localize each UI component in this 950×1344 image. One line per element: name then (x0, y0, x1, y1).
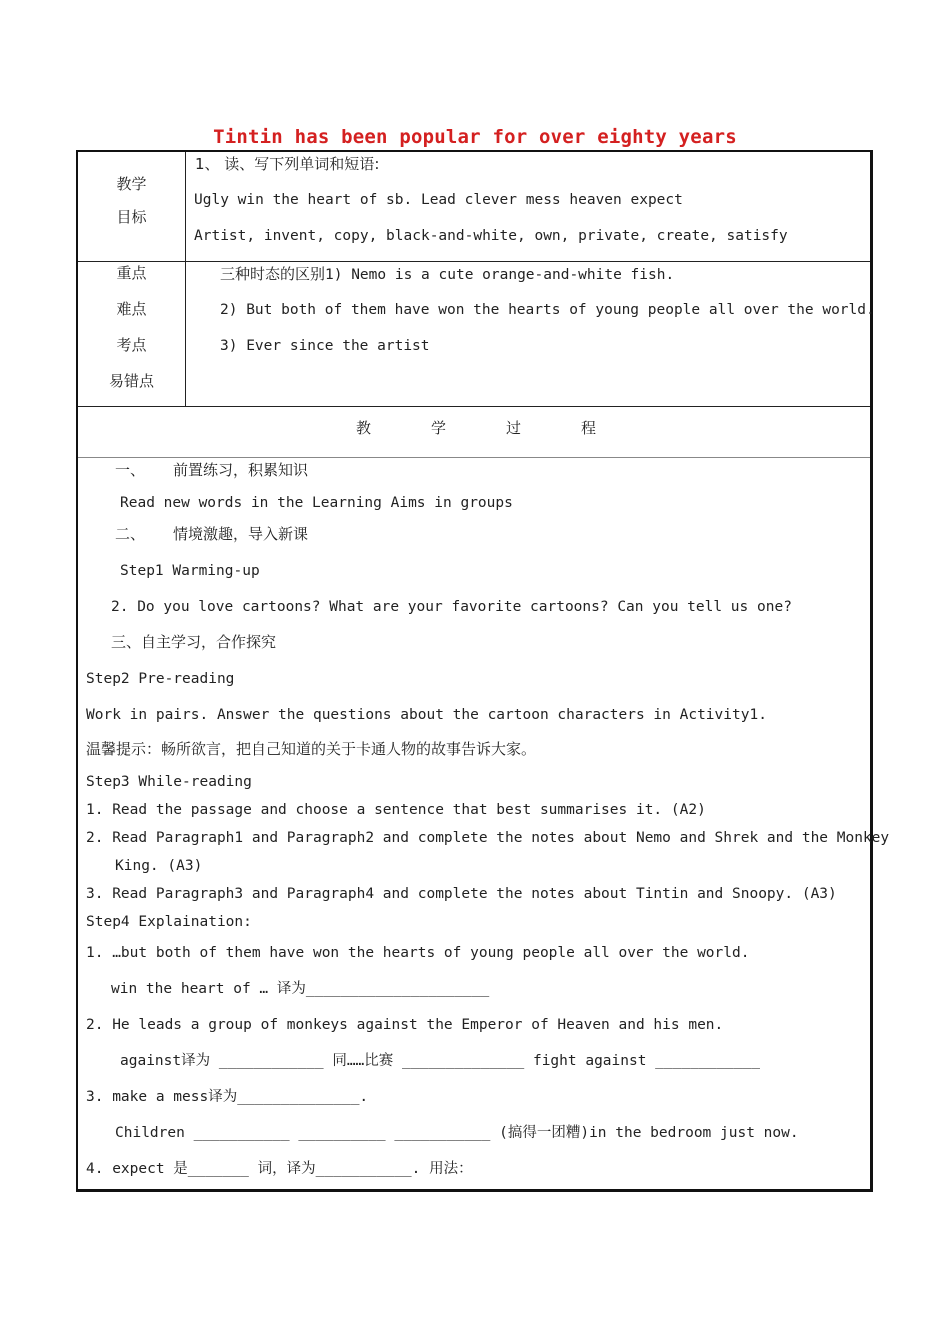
explanation-1-fill: win the heart of … 译为_____________________ (111, 981, 490, 997)
row-divider-keypoints (78, 406, 870, 407)
explanation-4: 4. expect 是_______ 词，译为___________. 用法： (86, 1161, 473, 1177)
keypoint-line-3: 3) Ever since the artist (220, 338, 430, 354)
section-1-number: 一、 (115, 461, 146, 479)
step-1: Step1 Warming-up (120, 563, 260, 579)
explanation-3-fill: Children ___________ __________ ___________ (搞得一团糟)in the bedroom just now. (115, 1125, 799, 1141)
reading-task-2: 2. Read Paragraph1 and Paragraph2 and complete the notes about Nemo and Shrek and the Monkey (86, 830, 890, 846)
step-2: Step2 Pre-reading (86, 671, 235, 687)
keypoint-label-4: 易错点 (108, 372, 154, 390)
aims-label-2: 目标 (116, 208, 147, 226)
section-3-title: 三、自主学习，合作探究 (111, 633, 277, 651)
process-header-char-3: 过 (506, 419, 522, 437)
pair-work-instruction: Work in pairs. Answer the questions about the cartoon characters in Activity1. (86, 707, 767, 723)
explanation-2-fill: against译为 ____________ 同……比赛 ______________ fight against ____________ (120, 1053, 760, 1069)
keypoint-line-1-en: 1) Nemo is a cute orange-and-white fish. (325, 267, 675, 283)
explanation-2: 2. He leads a group of monkeys against the Emperor of Heaven and his men. (86, 1017, 724, 1033)
section-2-number: 二、 (115, 525, 146, 543)
keypoint-line-1 (220, 265, 674, 284)
keypoint-label-3: 考点 (116, 336, 147, 354)
section-1-title: 前置练习，积累知识 (173, 461, 309, 479)
step-4: Step4 Explaination: (86, 914, 252, 930)
process-header-char-1: 教 (356, 419, 372, 437)
warm-tip: 温馨提示：畅所欲言，把自己知道的关于卡通人物的故事告诉大家。 (86, 740, 537, 758)
row-divider-aims (78, 261, 870, 262)
section-1-text: Read new words in the Learning Aims in groups (120, 495, 513, 511)
keypoint-line-1-cn: 三种时态的区别 (220, 265, 326, 283)
process-header-char-2: 学 (431, 419, 447, 437)
process-header-char-4: 程 (581, 419, 597, 437)
label-column-divider (185, 152, 186, 407)
aims-words-line-1: Ugly win the heart of sb. Lead clever mess heaven expect (194, 192, 683, 208)
aims-heading: 1、 读、写下列单词和短语: (195, 155, 380, 173)
reading-task-1: 1. Read the passage and choose a sentence that best summarises it. (A2) (86, 802, 706, 818)
keypoint-line-2: 2) But both of them have won the hearts of young people all over the world. (220, 302, 875, 318)
row-divider-process (78, 457, 870, 458)
page-title: Tintin has been popular for over eighty years (213, 126, 737, 148)
explanation-1: 1. …but both of them have won the hearts of young people all over the world. (86, 945, 750, 961)
keypoint-label-1: 重点 (116, 264, 147, 282)
process-header (78, 417, 870, 437)
step-3: Step3 While-reading (86, 774, 252, 790)
reading-task-3: 3. Read Paragraph3 and Paragraph4 and complete the notes about Tintin and Snoopy. (A3) (86, 886, 837, 902)
explanation-3: 3. make a mess译为______________. (86, 1089, 369, 1105)
aims-label-1: 教学 (116, 175, 147, 193)
question-2: 2. Do you love cartoons? What are your favorite cartoons? Can you tell us one? (111, 599, 792, 615)
section-2-title: 情境激趣，导入新课 (173, 525, 309, 543)
keypoint-label-2: 难点 (116, 300, 147, 318)
aims-words-line-2: Artist, invent, copy, black-and-white, own, private, create, satisfy (194, 228, 788, 244)
lesson-plan-table (76, 150, 890, 1192)
reading-task-2-cont: King. (A3) (115, 858, 203, 874)
